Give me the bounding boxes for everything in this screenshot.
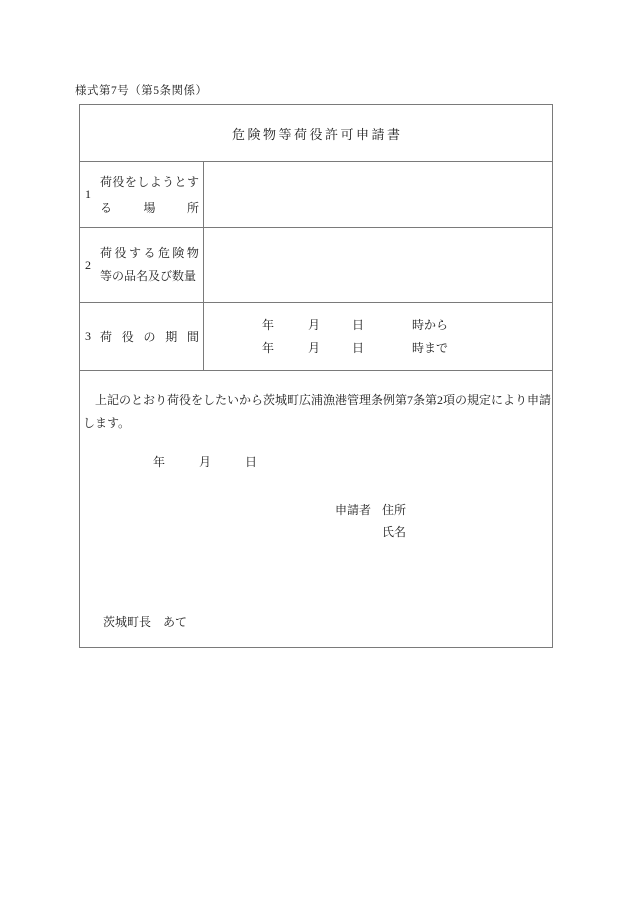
name-label: 氏名 — [382, 525, 407, 539]
row-number-1: 1 — [85, 187, 91, 201]
dangerous-goods-label — [100, 242, 199, 288]
application-date-line: 年 月 日 — [153, 455, 258, 469]
period-to-line: 年 月 日 時まで — [262, 340, 449, 355]
dangerous-goods-label-line1: 荷 役 す る 危 険 物 — [100, 246, 199, 260]
addressee-label: 茨城町長 あて — [103, 615, 188, 629]
form-number-label: 様式第7号（第5条関係） — [75, 85, 208, 97]
declaration-line-2: します。 — [83, 416, 131, 430]
applicant-address-row — [335, 499, 406, 521]
loading-place-value-cell — [204, 162, 552, 227]
loading-period-label-line: 荷 役 の 期 間 — [100, 330, 199, 344]
loading-place-label-line2: る 場 所 — [100, 200, 199, 215]
row-number-2: 2 — [85, 257, 91, 272]
loading-place-label-cell — [80, 162, 204, 227]
application-form-table — [79, 104, 553, 648]
dangerous-goods-value-cell — [204, 228, 552, 302]
dangerous-goods-label-line2: 等の品名及び数量 — [100, 269, 197, 283]
form-title: 危険物等荷役許可申請書 — [231, 126, 403, 142]
period-from-line: 年 月 日 時から — [262, 317, 449, 332]
loading-period-label — [100, 328, 199, 345]
declaration-line-1: 上記のとおり荷役をしたいから茨城町広浦漁港管理条例第7条第2項の規定により申請 — [83, 393, 552, 407]
row-number-3: 3 — [85, 329, 91, 343]
row-dangerous-goods — [80, 228, 552, 303]
applicant-block — [335, 499, 406, 543]
dangerous-goods-label-cell — [80, 228, 204, 302]
row-loading-place — [80, 162, 552, 228]
declaration-paragraph — [83, 389, 550, 435]
loading-place-label-line1: 荷 役 を し よ う と す — [100, 174, 199, 189]
form-title-row — [80, 105, 552, 162]
row-loading-period — [80, 303, 552, 371]
applicant-label: 申請者 — [335, 503, 372, 517]
loading-period-label-cell — [80, 303, 204, 370]
applicant-name-row — [382, 521, 406, 543]
declaration-section — [80, 371, 552, 647]
loading-period-value-cell — [204, 303, 552, 370]
loading-place-label — [100, 169, 199, 221]
address-label: 住所 — [382, 503, 407, 517]
